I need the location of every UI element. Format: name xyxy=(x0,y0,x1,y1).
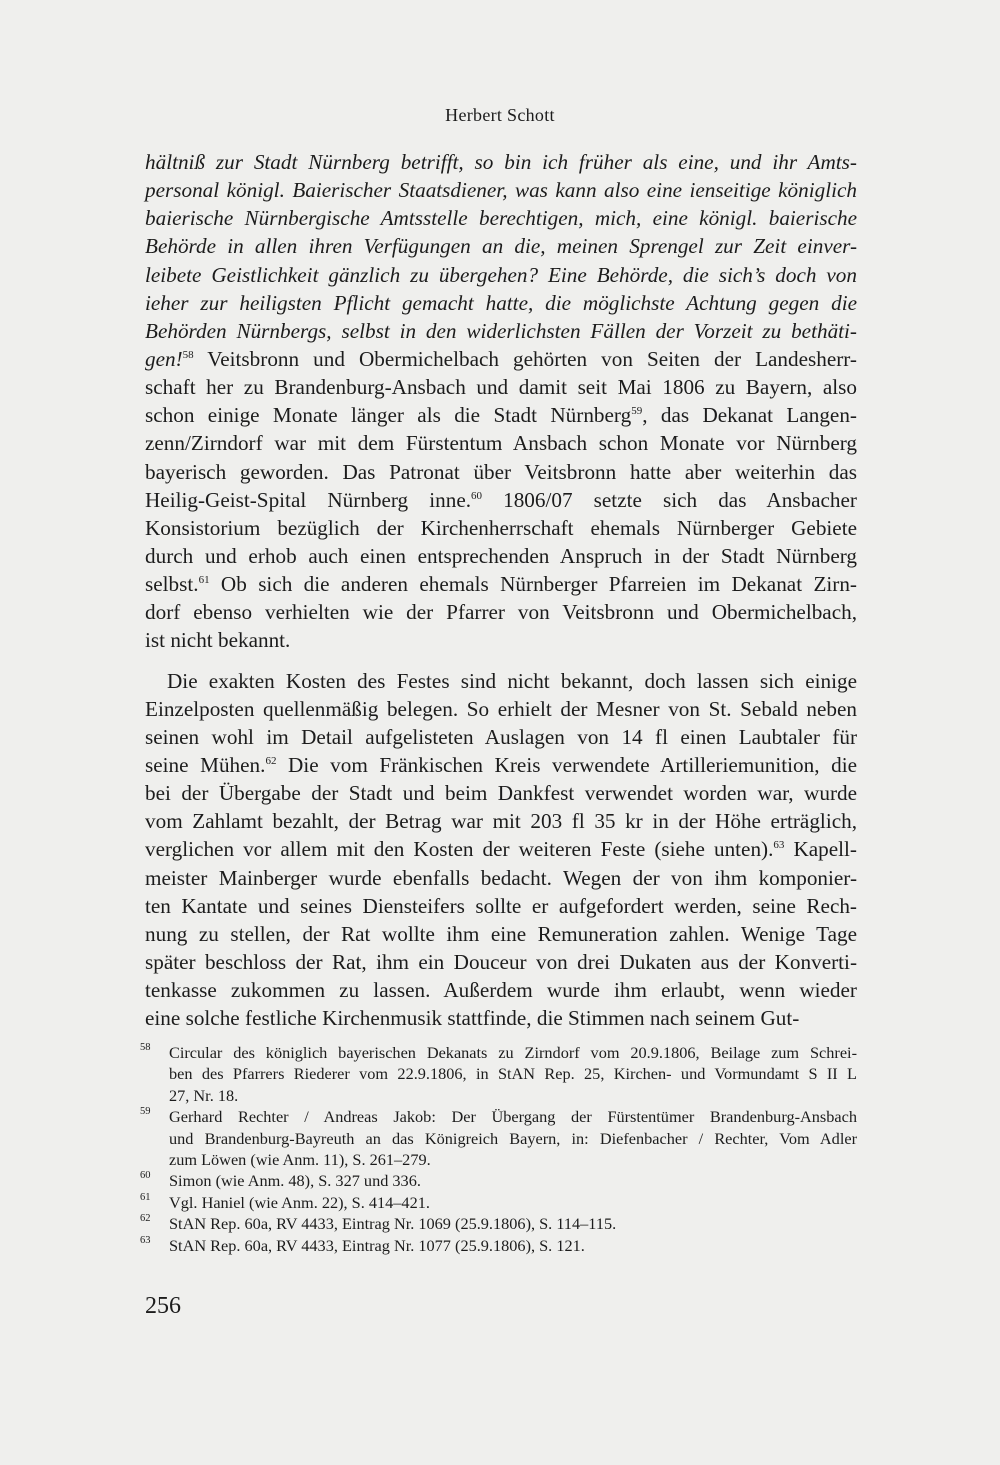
text-line xyxy=(145,204,857,232)
footnote-marker[interactable]: 59 xyxy=(631,405,643,418)
footnote-line: StAN Rep. 60a, RV 4433, Eintrag Nr. 1069 (25.9.1806), S. 114–115. xyxy=(169,1214,617,1234)
quoted-text: leibete Geistlichkeit gänzlich zu übergehen? Eine Behörde, die sich’s doch von xyxy=(145,262,857,287)
body-text-run: 1806/07 setzte sich das Ansbacher xyxy=(482,487,857,512)
text-line xyxy=(145,148,857,176)
footnote xyxy=(140,1170,857,1191)
text-line xyxy=(145,751,857,779)
footnote-line: Circular des königlich bayerischen Dekanats zu Zirndorf vom 20.9.1806, Beilage zum Schrei- xyxy=(169,1043,857,1062)
footnote-line: Simon (wie Anm. 48), S. 327 und 336. xyxy=(169,1171,421,1191)
quoted-text: hältniß zur Stadt Nürnberg betrifft, so bin ich früher als eine, und ihr Amts- xyxy=(145,150,857,174)
text-line xyxy=(145,920,857,948)
footnote-line: Gerhard Rechter / Andreas Jakob: Der Übergang der Fürstentümer Brandenburg-Ansbach xyxy=(169,1107,857,1127)
body-text-run: durch und erhob auch einen entsprechenden Anspruch in der Stadt Nürnberg xyxy=(145,543,857,568)
footnote-marker[interactable]: 60 xyxy=(471,489,483,502)
text-line xyxy=(145,570,857,598)
body-text-run: Konsistorium bezüglich der Kirchenherrschaft ehemals Nürnberger Gebiete xyxy=(145,515,857,540)
body-text-run: selbst. xyxy=(145,572,199,597)
text-line xyxy=(145,667,857,695)
footnote-marker[interactable]: 62 xyxy=(265,754,277,767)
body-text-run: verglichen vor allem mit den Kosten der weiteren Feste (siehe unten). xyxy=(145,837,774,862)
text-line xyxy=(145,598,857,626)
body-text xyxy=(145,148,857,1032)
body-text-run: tenkasse zukommen zu lassen. Außerdem wurde ihm erlaubt, wenn wieder xyxy=(145,978,857,1003)
footnote xyxy=(140,1106,857,1170)
body-text-run: Heilig-Geist-Spital Nürnberg inne. xyxy=(145,487,472,512)
text-line xyxy=(145,1004,857,1032)
text-line xyxy=(145,345,857,373)
body-text-run: Die exakten Kosten des Festes sind nicht bekannt, doch lassen sich einige xyxy=(167,668,857,693)
footnote xyxy=(140,1042,857,1106)
paragraph-gap xyxy=(145,655,857,667)
quoted-text: Behörden Nürnbergs, selbst in den widerlichsten Fällen der Vorzeit zu bethäti- xyxy=(145,318,857,343)
footnotes xyxy=(140,1042,857,1256)
text-line xyxy=(145,835,857,863)
body-text-run: Einzelposten quellenmäßig belegen. So erhielt der Mesner von St. Sebald neben xyxy=(145,696,857,721)
body-text-run: seinen wohl im Detail aufgelisteten Auslagen von 14 fl einen Laubtaler für xyxy=(145,724,857,749)
body-text-run: eine solche festliche Kirchenmusik stattfinde, die Stimmen nach seinem Gut- xyxy=(145,1006,800,1031)
footnote-number: 60 xyxy=(140,1170,151,1182)
text-line xyxy=(145,458,857,486)
footnote-marker[interactable]: 58 xyxy=(182,348,194,361)
text-line xyxy=(145,807,857,835)
body-text-run: schaft her zu Brandenburg-Ansbach und damit seit Mai 1806 zu Bayern, also xyxy=(145,375,857,400)
quoted-text: gen! xyxy=(145,346,183,371)
footnote-line: zum Löwen (wie Anm. 11), S. 261–279. xyxy=(169,1149,431,1169)
body-text-run: bei der Übergabe der Stadt und beim Dankfest verwendet worden war, wurde xyxy=(145,781,857,806)
text-line xyxy=(145,976,857,1004)
quoted-text: baierische Nürnbergische Amtsstelle berechtigen, mich, eine königl. baierische xyxy=(145,206,857,231)
body-text-run: Kapell- xyxy=(784,837,857,862)
text-line xyxy=(145,317,857,345)
body-text-run: meister Mainberger wurde ebenfalls bedacht. Wegen der von ihm komponier- xyxy=(145,865,857,890)
text-line xyxy=(145,429,857,457)
text-line xyxy=(145,892,857,920)
footnote-line: StAN Rep. 60a, RV 4433, Eintrag Nr. 1077 (25.9.1806), S. 121. xyxy=(169,1235,585,1255)
footnote-number: 61 xyxy=(140,1191,151,1203)
body-text-run: Ob sich die anderen ehemals Nürnberger Pfarreien im Dekanat Zirn- xyxy=(209,572,857,597)
footnote-marker[interactable]: 63 xyxy=(773,839,785,852)
text-line xyxy=(145,401,857,429)
footnote-line: Vgl. Haniel (wie Anm. 22), S. 414–421. xyxy=(169,1192,430,1212)
text-line xyxy=(145,514,857,542)
body-text-run: , das Dekanat Langen- xyxy=(642,403,857,428)
body-text-run: Veitsbronn und Obermichelbach gehörten von Seiten der Landesherr- xyxy=(193,346,857,371)
body-text-run: nung zu stellen, der Rat wollte ihm eine Remuneration zahlen. Wenige Tage xyxy=(145,921,857,946)
text-line xyxy=(145,289,857,317)
page-number: 256 xyxy=(145,1293,181,1319)
footnote-number: 59 xyxy=(140,1106,151,1118)
text-line xyxy=(145,723,857,751)
body-text-run: seine Mühen. xyxy=(145,752,266,777)
footnote-line: 27, Nr. 18. xyxy=(169,1085,239,1105)
text-line xyxy=(145,864,857,892)
body-text-run: dorf ebenso verhielten wie der Pfarrer von Veitsbronn und Obermichelbach, xyxy=(145,600,857,625)
text-line xyxy=(145,542,857,570)
text-line xyxy=(145,261,857,289)
text-line xyxy=(145,695,857,723)
text-line xyxy=(145,176,857,204)
running-header: Herbert Schott xyxy=(445,105,555,125)
text-line xyxy=(145,232,857,260)
footnote-line: und Brandenburg-Bayreuth an das Königreich Bayern, in: Diefenbacher / Rechter, Vom Adler xyxy=(169,1128,857,1148)
footnote-marker[interactable]: 61 xyxy=(198,574,210,587)
body-text-run: bayerisch geworden. Das Patronat über Veitsbronn hatte aber weiterhin das xyxy=(145,459,857,484)
footnote-line: ben des Pfarrers Riederer vom 22.9.1806, in StAN Rep. 25, Kirchen- und Vormundamt S II L xyxy=(169,1064,857,1084)
footnote-number: 58 xyxy=(140,1042,151,1053)
body-text-run: Die vom Fränkischen Kreis verwendete Artilleriemunition, die xyxy=(276,752,858,777)
footnote-number: 62 xyxy=(140,1213,151,1225)
text-line xyxy=(145,779,857,807)
body-text-run: schon einige Monate länger als die Stadt Nürnberg xyxy=(145,403,632,428)
quoted-text: Behörde in allen ihren Verfügungen an die, meinen Sprengel zur Zeit einver- xyxy=(145,234,857,259)
text-line xyxy=(145,626,857,654)
footnote xyxy=(140,1213,857,1234)
footnote xyxy=(140,1234,857,1256)
footnote xyxy=(140,1191,857,1213)
text-line xyxy=(145,948,857,976)
body-text-run: ten Kantate und seines Diensteifers sollte er aufgefordert werden, seine Rech- xyxy=(145,893,857,918)
text-line xyxy=(145,486,857,514)
footnote-number: 63 xyxy=(140,1234,151,1246)
quoted-text: ieher zur heiligsten Pflicht gemacht hatte, die möglichste Achtung gegen die xyxy=(145,290,857,315)
text-line xyxy=(145,373,857,401)
body-text-run: zenn/Zirndorf war mit dem Fürstentum Ansbach schon Monate vor Nürnberg xyxy=(145,431,857,456)
body-text-run: später beschloss der Rat, ihm ein Douceur von drei Dukaten aus der Konverti- xyxy=(145,949,857,974)
body-text-run: ist nicht bekannt. xyxy=(145,628,291,653)
body-text-run: vom Zahlamt bezahlt, der Betrag war mit 203 fl 35 kr in der Höhe erträglich, xyxy=(145,809,857,834)
quoted-text: personal königl. Baierischer Staatsdiener, was kann also eine ienseitige königlich xyxy=(145,178,857,203)
